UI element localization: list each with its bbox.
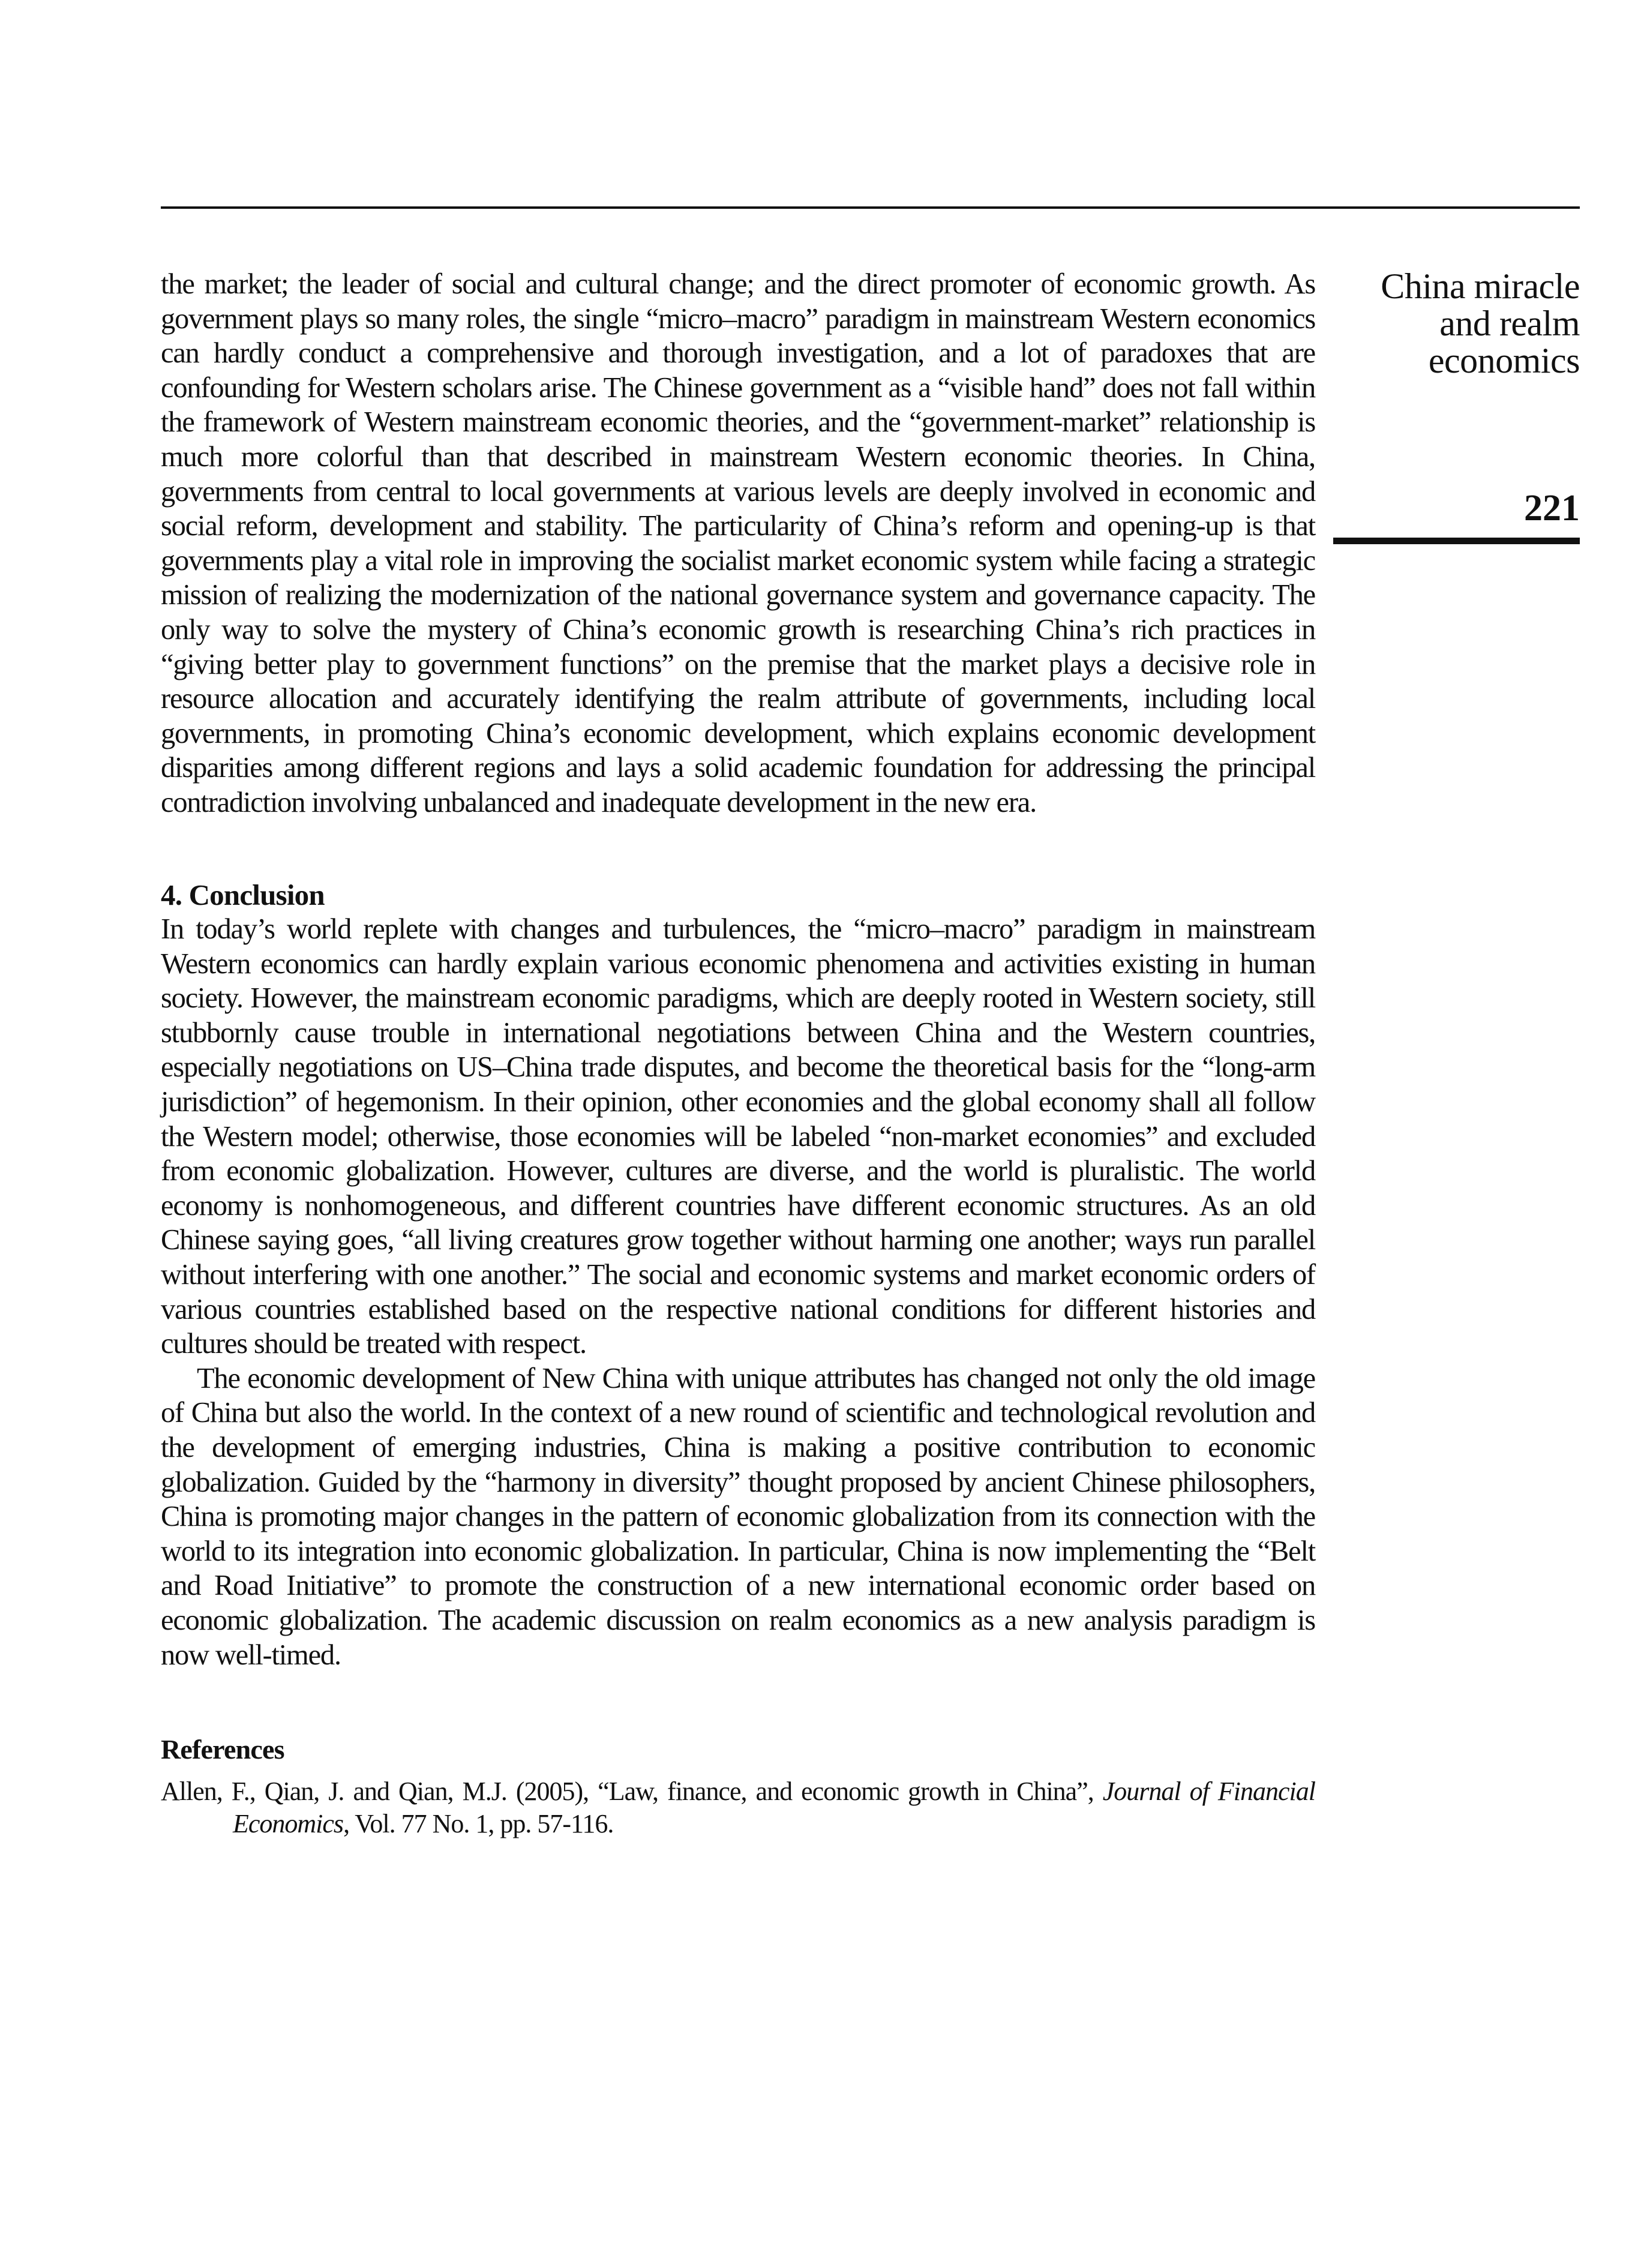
conclusion-paragraph-2: The economic development of New China with unique attributes has changed not only the old image of China but also the world. In the context of a new round of scientific and technological revolution and the development of emerging industries, China is making a positive contribution to economic globalization. Guided by the “harmony in diversity” thought proposed by ancient Chinese philosophers, China is promoting major changes in the pattern of economic globalization from its connection with the world to its integration into economic globalization. In particular, China is now implementing the “Belt and Road Initiative” to promote the construction of a new international economic order based on economic globalization. The academic discussion on realm economics as a new analysis paradigm is now well-timed.: [161, 1362, 1315, 1671]
reference-authors-title: Allen, F., Qian, J. and Qian, M.J. (2005), “Law, finance, and economic growth in China”,: [161, 1776, 1103, 1806]
references-heading: References: [161, 1734, 284, 1765]
reference-item: [161, 1775, 1315, 1840]
running-title: [1333, 268, 1580, 379]
continued-paragraph: the market; the leader of social and cultural change; and the direct promoter of economic growth. As government plays so many roles, the single “micro–macro” paradigm in mainstream Western economics can hardly conduct a comprehensive and thorough investigation, and a lot of paradoxes that are confounding for Western scholars arise. The Chinese government as a “visible hand” does not fall within the framework of Western mainstream economic theories, and the “government-market” relationship is much more colorful than that described in mainstream Western economic theories. In China, governments from central to local governments at various levels are deeply involved in economic and social reform, development and stability. The particularity of China’s reform and opening-up is that governments play a vital role in improving the socialist market economic system while facing a strategic mission of realizing the modernization of the national governance system and governance capacity. The only way to solve the mystery of China’s economic growth is researching China’s rich practices in “giving better play to government functions” on the premise that the market plays a decisive role in resource allocation and accurately identifying the realm attribute of governments, including local governments, in promoting China’s economic development, which explains economic development disparities among different regions and lays a solid academic foundation for addressing the principal contradiction involving unbalanced and inadequate development in the new era.: [161, 268, 1315, 818]
reference-journal: Journal of Financial Economics: [233, 1776, 1316, 1838]
running-title-line-2: and realm: [1439, 304, 1580, 343]
reference-details: , Vol. 77 No. 1, pp. 57-116.: [343, 1808, 614, 1838]
section-heading: 4. Conclusion: [161, 878, 325, 911]
conclusion-paragraph-1: In today’s world replete with changes and turbulences, the “micro–macro” paradigm in mainstream Western economics can hardly explain various economic phenomena and activities existing in human society. However, the mainstream economic paradigms, which are deeply rooted in Western society, still stubbornly cause trouble in international negotiations between China and the Western countries, especially negotiations on US–China trade disputes, and become the theoretical basis for the “long-arm jurisdiction” of hegemonism. In their opinion, other economies and the global economy shall all follow the Western model; otherwise, those economies will be labeled “non-market economies” and excluded from economic globalization. However, cultures are diverse, and the world is pluralistic. The world economy is nonhomogeneous, and different countries have different economic structures. As an old Chinese saying goes, “all living creatures grow together without harming one another; ways run parallel without interfering with one another.” The social and economic systems and market economic orders of various countries established based on the respective national conditions for different histories and cultures should be treated with respect.: [161, 913, 1315, 1360]
header-rule: [161, 206, 1580, 209]
main-text-column: [161, 267, 1315, 1840]
page-number-rule: [1333, 538, 1580, 544]
running-title-line-3: economics: [1428, 341, 1580, 380]
running-title-line-1: China miracle: [1381, 266, 1580, 306]
page-number: 221: [1524, 488, 1580, 529]
